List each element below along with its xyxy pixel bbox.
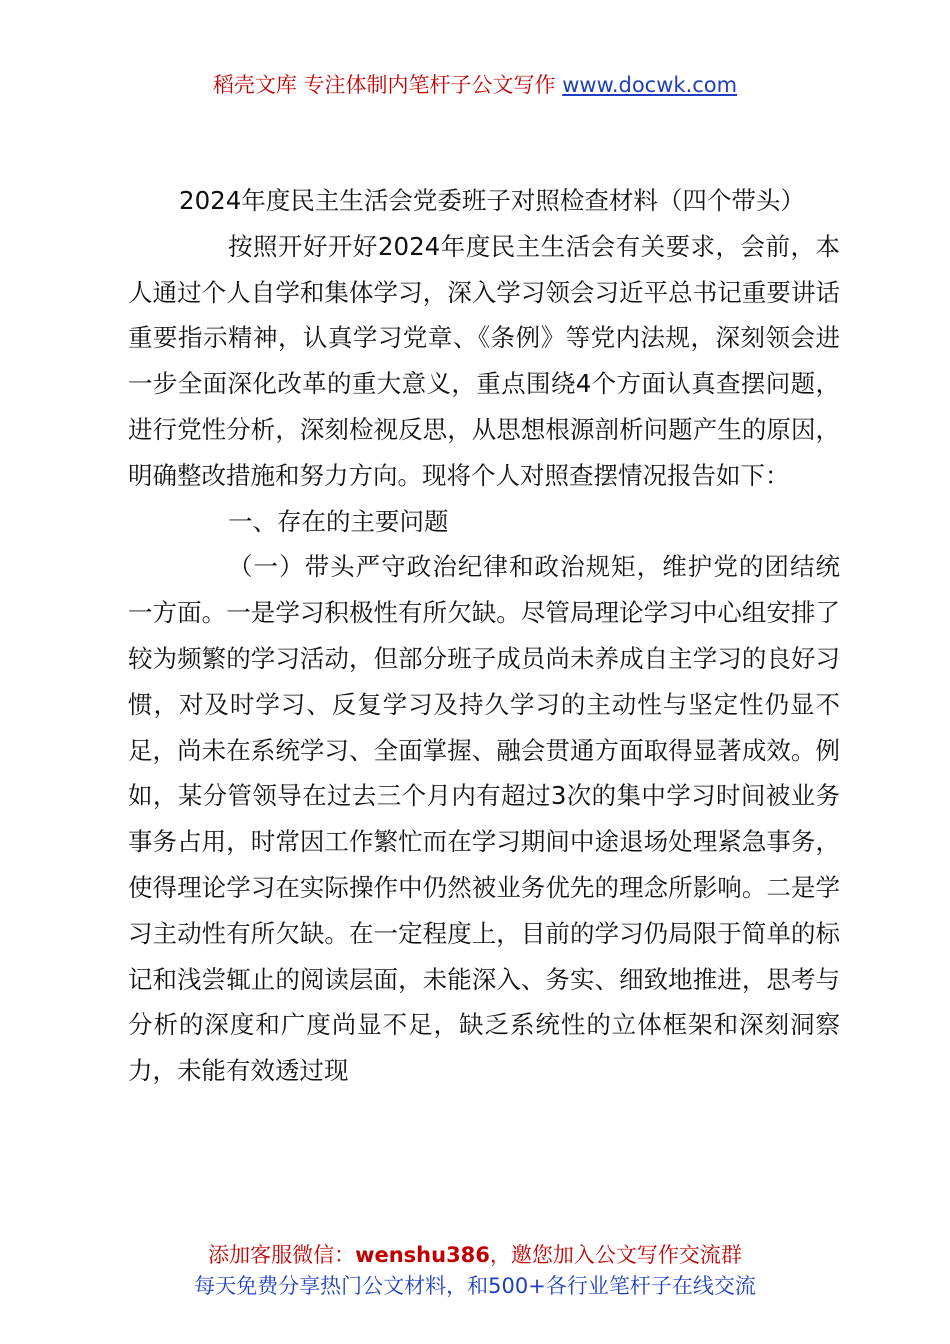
document-body xyxy=(128,178,840,1094)
document-title: 2024年度民主生活会党委班子对照检查材料（四个带头） xyxy=(179,186,805,215)
contact-suffix: ，邀您加入公文写作交流群 xyxy=(489,1243,742,1267)
promo-line: 每天免费分享热门公文材料，和500+各行业笔杆子在线交流 xyxy=(194,1274,756,1298)
site-link[interactable]: www.docwk.com xyxy=(562,73,738,97)
page-header xyxy=(0,70,950,100)
contact-line xyxy=(0,1240,950,1271)
intro-paragraph: 按照开好开好2024年度民主生活会有关要求，会前，本人通过个人自学和集体学习，深入学习领会习近平总书记重要讲话重要指示精神，认真学习党章、《条例》等党内法规，深刻领会进一步全面深化改革的重大意义，重点围绕4个方面认真查摆问题，进行党性分析，深刻检视反思，从思想根源剖析问题产生的原因，明确整改措施和努力方向。现将个人对照查摆情况报告如下： xyxy=(128,231,840,490)
body-paragraph: （一）带头严守政治纪律和政治规矩，维护党的团结统一方面。一是学习积极性有所欠缺。尽管局理论学习中心组安排了较为频繁的学习活动，但部分班子成员尚未养成自主学习的良好习惯，对及时学习、反复学习及持久学习的主动性与坚定性仍显不足，尚未在系统学习、全面掌握、融会贯通方面取得显著成效。例如，某分管领导在过去三个月内有超过3次的集中学习时间被业务事务占用，时常因工作繁忙而在学习期间中途退场处理紧急事务，使得理论学习在实际操作中仍然被业务优先的理念所影响。二是学习主动性有所欠缺。在一定程度上，目前的学习仍局限于简单的标记和浅尝辄止的阅读层面，未能深入、务实、细致地推进，思考与分析的深度和广度尚显不足，缺乏系统性的立体框架和深刻洞察力，未能有效透过现 xyxy=(128,552,840,1086)
page-footer xyxy=(0,1240,950,1302)
wechat-id: wenshu386 xyxy=(355,1243,490,1267)
brand-slogan: 稻壳文库 专注体制内笔杆子公文写作 xyxy=(212,73,563,97)
section-heading: 一、存在的主要问题 xyxy=(228,506,449,536)
contact-prefix: 添加客服微信： xyxy=(208,1243,356,1267)
